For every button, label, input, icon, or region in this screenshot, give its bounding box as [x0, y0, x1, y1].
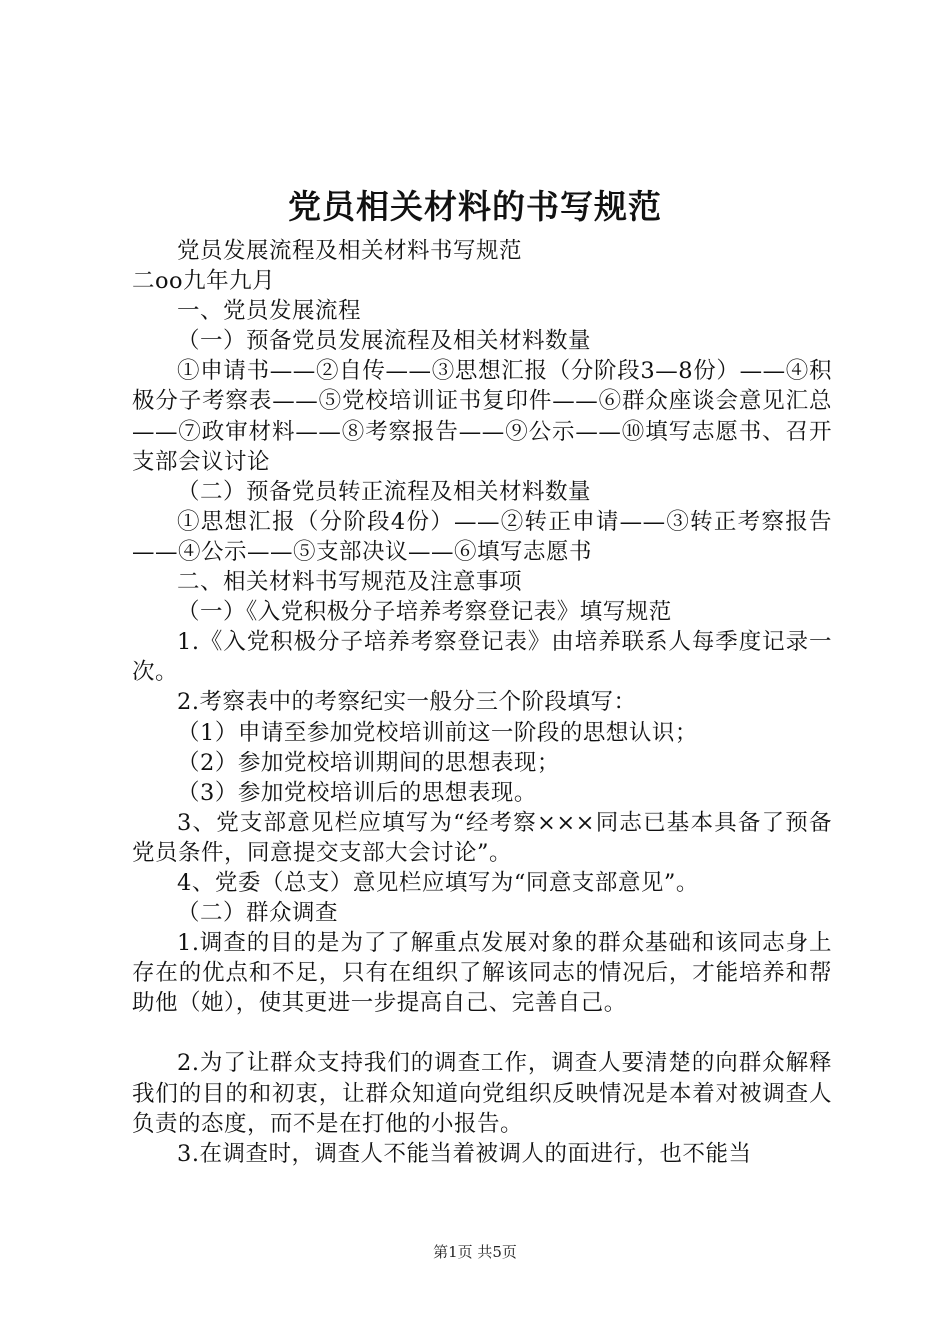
paragraph-spacer: [132, 1018, 832, 1048]
document-body: [132, 236, 832, 1169]
paragraph: 1.《入党积极分子培养考察登记表》由培养联系人每季度记录一次。: [132, 629, 832, 686]
paragraph: 4、党委（总支）意见栏应填写为“同意支部意见”。: [177, 869, 699, 896]
paragraph: 2.为了让群众支持我们的调查工作，调查人要清楚的向群众解释我们的目的和初衷，让群众知道向党组织反映情况是本着对被调查人负责的态度，而不是在打他的小报告。: [132, 1050, 832, 1137]
paragraph: 一、党员发展流程: [177, 298, 362, 325]
document-title: 党员相关材料的书写规范: [288, 187, 662, 226]
paragraph: （1）申请至参加党校培训前这一阶段的思想认识；: [177, 719, 698, 746]
paragraph: 2.考察表中的考察纪实一般分三个阶段填写：: [177, 689, 637, 716]
paragraph: （二）群众调查: [177, 900, 339, 927]
paragraph: ①思想汇报（分阶段4份）——②转正申请——③转正考察报告——④公示——⑤支部决议——⑥填写志愿书: [132, 508, 832, 565]
paragraph: ①申请书——②自传——③思想汇报（分阶段3—8份）——④积极分子考察表——⑤党校培训证书复印件——⑥群众座谈会意见汇总——⑦政审材料——⑧考察报告——⑨公示——⑩填写志愿书、召开支部会议讨论: [132, 358, 832, 475]
paragraph: （一）《入党积极分子培养考察登记表》填写规范: [177, 599, 672, 626]
paragraph: （一）预备党员发展流程及相关材料数量: [177, 328, 592, 355]
paragraph: （二）预备党员转正流程及相关材料数量: [177, 478, 592, 505]
page-footer: 第1页 共5页: [433, 1243, 517, 1261]
paragraph: （2）参加党校培训期间的思想表现；: [177, 749, 560, 776]
paragraph: 二oo九年九月: [132, 268, 276, 295]
paragraph: 3.在调查时，调查人不能当着被调人的面进行，也不能当: [177, 1140, 752, 1167]
paragraph: 二、相关材料书写规范及注意事项: [177, 569, 523, 596]
paragraph: 1.调查的目的是为了了解重点发展对象的群众基础和该同志身上存在的优点和不足，只有在组织了解该同志的情况后，才能培养和帮助他（她），使其更进一步提高自己、完善自己。: [132, 930, 832, 1017]
paragraph: （3）参加党校培训后的思想表现。: [177, 779, 537, 806]
paragraph: 3、党支部意见栏应填写为“经考察×××同志已基本具备了预备党员条件，同意提交支部大会讨论”。: [132, 809, 832, 866]
paragraph: 党员发展流程及相关材料书写规范: [177, 238, 523, 264]
